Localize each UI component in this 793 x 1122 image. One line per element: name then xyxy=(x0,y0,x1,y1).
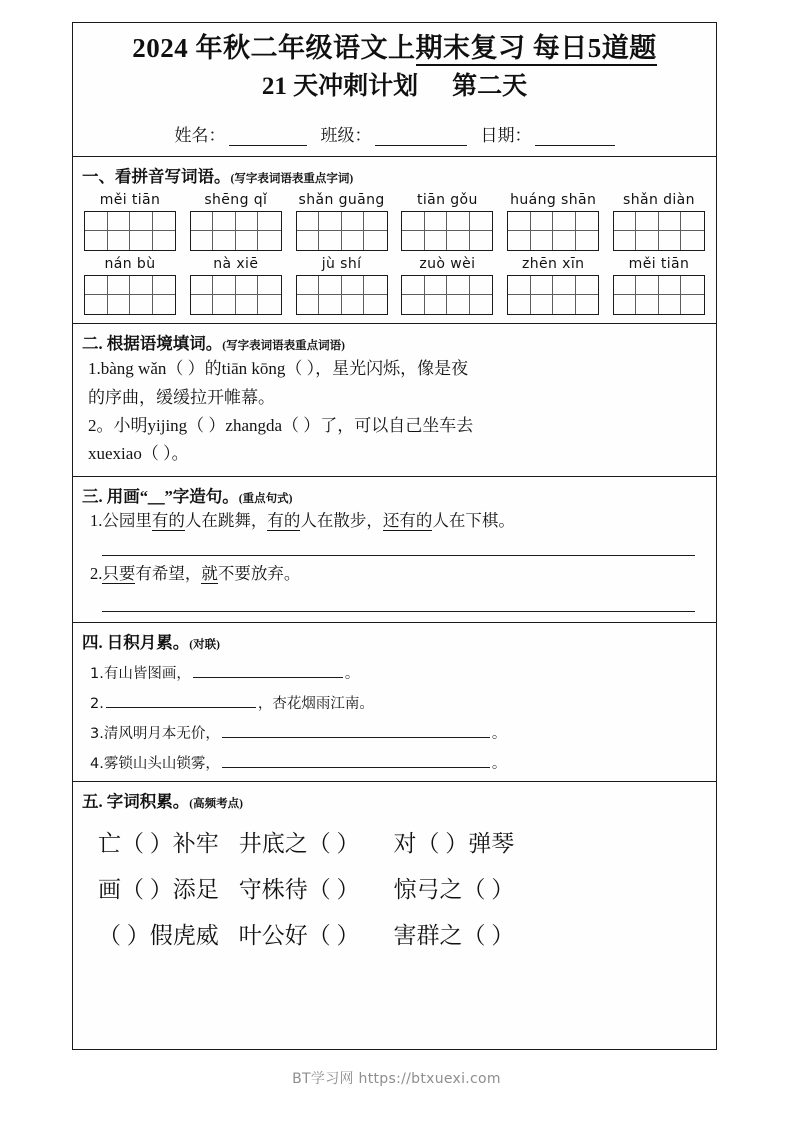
writing-grid[interactable] xyxy=(190,211,282,251)
date-field-group xyxy=(481,121,615,146)
couplet-number: 2. xyxy=(90,696,104,713)
section-five xyxy=(73,781,716,958)
q2-keyword-1: 只要 xyxy=(102,564,136,584)
writing-grid[interactable] xyxy=(401,275,493,315)
q1-keyword-1: 有的 xyxy=(151,510,185,530)
q2-prefix: 2. xyxy=(90,564,103,584)
couplet-item xyxy=(82,752,707,773)
footer-watermark: BT学习网 https://btxuexi.com xyxy=(292,1071,501,1087)
writing-grid[interactable] xyxy=(613,211,705,251)
date-input-rule[interactable] xyxy=(535,131,615,146)
section-five-heading xyxy=(82,788,707,812)
pinyin-cell xyxy=(401,192,493,251)
couplet-item xyxy=(82,722,707,743)
class-field-group xyxy=(321,121,467,146)
writing-grid[interactable] xyxy=(401,211,493,251)
q1-suffix: 人在下棋。 xyxy=(432,510,515,530)
pinyin-cell xyxy=(401,256,493,315)
name-label: 姓名： xyxy=(174,126,226,146)
pinyin-text: nán bù xyxy=(104,256,156,273)
couplet-text-after: 。 xyxy=(491,726,507,743)
couplet-text-before: 有山皆图画， xyxy=(103,666,191,683)
q1-keyword-2: 有的 xyxy=(267,510,301,530)
section-three-answer-line-1[interactable] xyxy=(102,555,695,556)
pinyin-text: huáng shān xyxy=(510,192,597,209)
title-plan-label: 21 天冲刺计划 xyxy=(261,72,419,100)
pinyin-text: měi tiān xyxy=(628,256,690,273)
couplet-item xyxy=(82,692,707,713)
name-field-group xyxy=(175,121,307,146)
pinyin-cell xyxy=(190,192,282,251)
idiom-item[interactable]: 亡（ ）补牢 xyxy=(98,831,219,857)
title-prefix: 2024 年秋二年级语文上 xyxy=(132,33,416,63)
couplet-text-after: 。 xyxy=(491,756,507,773)
pinyin-cell xyxy=(296,256,388,315)
pinyin-text: nà xiē xyxy=(213,256,259,273)
page-title-line2 xyxy=(81,72,708,102)
q2-mid: 有希望， xyxy=(135,564,202,584)
couplet-blank[interactable] xyxy=(222,725,490,738)
pinyin-text: shǎn guāng xyxy=(298,192,385,209)
class-label: 班级： xyxy=(320,126,372,146)
section-two-subtitle: (写字表词语表重点词语) xyxy=(222,340,345,353)
idiom-item[interactable]: 画（ ）添足 xyxy=(98,877,219,903)
class-input-rule[interactable] xyxy=(375,131,467,146)
idiom-row xyxy=(82,871,707,904)
writing-grid[interactable] xyxy=(190,275,282,315)
section-three-subtitle: (重点句式) xyxy=(238,492,293,505)
section-three xyxy=(73,476,716,623)
section-two xyxy=(73,323,716,475)
writing-grid[interactable] xyxy=(613,275,705,315)
section-one-title: 一、看拼音写词语。 xyxy=(82,167,231,187)
pinyin-cell xyxy=(84,256,176,315)
q2-keyword-2: 就 xyxy=(201,564,218,584)
idiom-item[interactable]: 惊弓之（ ） xyxy=(393,877,515,903)
writing-grid[interactable] xyxy=(84,211,176,251)
section-two-q2-line2[interactable]: xuexiao（ ）。 xyxy=(88,444,189,464)
writing-grid[interactable] xyxy=(84,275,176,315)
pinyin-text: jù shí xyxy=(321,256,362,273)
q1-mid-2: 人在散步， xyxy=(300,510,383,530)
idiom-row xyxy=(82,825,707,858)
couplet-text-after: ，杏花烟雨江南。 xyxy=(257,696,374,713)
section-five-subtitle: (高频考点) xyxy=(189,798,243,811)
couplet-number: 1. xyxy=(90,666,104,683)
q1-prefix: 1.公园里 xyxy=(90,510,152,530)
pinyin-cell xyxy=(613,192,705,251)
pinyin-cell xyxy=(190,256,282,315)
section-three-answer-line-2[interactable] xyxy=(102,611,695,612)
section-one xyxy=(73,156,716,323)
section-four-subtitle: (对联) xyxy=(189,639,220,652)
worksheet-frame xyxy=(72,22,717,1050)
couplet-number: 3. xyxy=(90,726,104,743)
couplet-item xyxy=(82,662,707,683)
pinyin-cell xyxy=(84,192,176,251)
idiom-item[interactable]: 害群之（ ） xyxy=(393,923,515,949)
pinyin-text: zuò wèi xyxy=(419,256,476,273)
pinyin-cell xyxy=(296,192,388,251)
idiom-item[interactable]: 井底之（ ） xyxy=(238,831,360,857)
section-five-title: 五. 字词积累。 xyxy=(82,792,190,812)
section-three-title: 三. 用画“＿”字造句。 xyxy=(82,486,239,506)
section-two-q1-line2: 的序曲，缓缓拉开帷幕。 xyxy=(88,387,275,407)
couplet-blank[interactable] xyxy=(222,755,490,768)
couplet-text-after: 。 xyxy=(344,666,360,683)
pinyin-text: shēng qǐ xyxy=(204,192,268,209)
title-block xyxy=(73,23,716,105)
name-input-rule[interactable] xyxy=(229,131,307,146)
pinyin-row-1 xyxy=(82,192,707,251)
pinyin-cell xyxy=(507,256,599,315)
idiom-item[interactable]: （ ）假虎威 xyxy=(98,923,219,949)
couplet-text-before: 清风明月本无价， xyxy=(103,726,220,743)
idiom-item[interactable]: 叶公好（ ） xyxy=(238,923,360,949)
couplet-number: 4. xyxy=(90,756,104,773)
writing-grid[interactable] xyxy=(296,211,388,251)
pinyin-text: zhēn xīn xyxy=(521,256,585,273)
couplet-blank[interactable] xyxy=(193,665,343,678)
q1-keyword-3: 还有的 xyxy=(382,510,433,530)
section-three-heading xyxy=(82,483,707,507)
section-two-q1-line1[interactable]: 1.bàng wǎn（ ）的tiān kōng（ ），星光闪烁，像是夜 xyxy=(88,359,469,379)
section-three-q1 xyxy=(82,509,707,534)
writing-grid[interactable] xyxy=(507,211,599,251)
section-four xyxy=(73,622,716,781)
section-four-heading xyxy=(82,629,707,653)
couplet-blank[interactable] xyxy=(106,695,256,708)
section-four-title: 四. 日积月累。 xyxy=(82,633,190,653)
student-info-row xyxy=(73,121,716,156)
q2-suffix: 不要放弃。 xyxy=(217,564,301,584)
writing-grid[interactable] xyxy=(507,275,599,315)
couplet-text-before: 雾锁山头山锁雾， xyxy=(103,756,220,773)
section-two-q2-line1[interactable]: 2。小明yijing（ ）zhangda（ ）了，可以自己坐车去 xyxy=(88,416,474,436)
date-label: 日期： xyxy=(480,126,532,146)
pinyin-cell xyxy=(613,256,705,315)
section-three-q2 xyxy=(82,562,707,587)
section-one-subtitle: (写字表词语表重点字词) xyxy=(230,173,354,186)
section-one-heading xyxy=(82,163,707,187)
title-day-label: 第二天 xyxy=(452,72,528,100)
pinyin-cell xyxy=(507,192,599,251)
idiom-row xyxy=(82,917,707,950)
writing-grid[interactable] xyxy=(296,275,388,315)
idiom-item[interactable]: 守株待（ ） xyxy=(238,877,360,903)
pinyin-text: shǎn diàn xyxy=(623,192,695,209)
page-title-line1 xyxy=(81,33,708,65)
idiom-item[interactable]: 对（ ）弹琴 xyxy=(393,831,515,857)
section-two-title: 二. 根据语境填词。 xyxy=(82,334,223,354)
title-underlined-part: 期末复习 每日5道题 xyxy=(416,33,657,66)
pinyin-row-2 xyxy=(82,256,707,315)
q1-mid-1: 人在跳舞， xyxy=(184,510,268,530)
pinyin-text: tiān gǒu xyxy=(416,192,478,209)
pinyin-text: měi tiān xyxy=(99,192,161,209)
section-two-heading xyxy=(82,330,707,354)
